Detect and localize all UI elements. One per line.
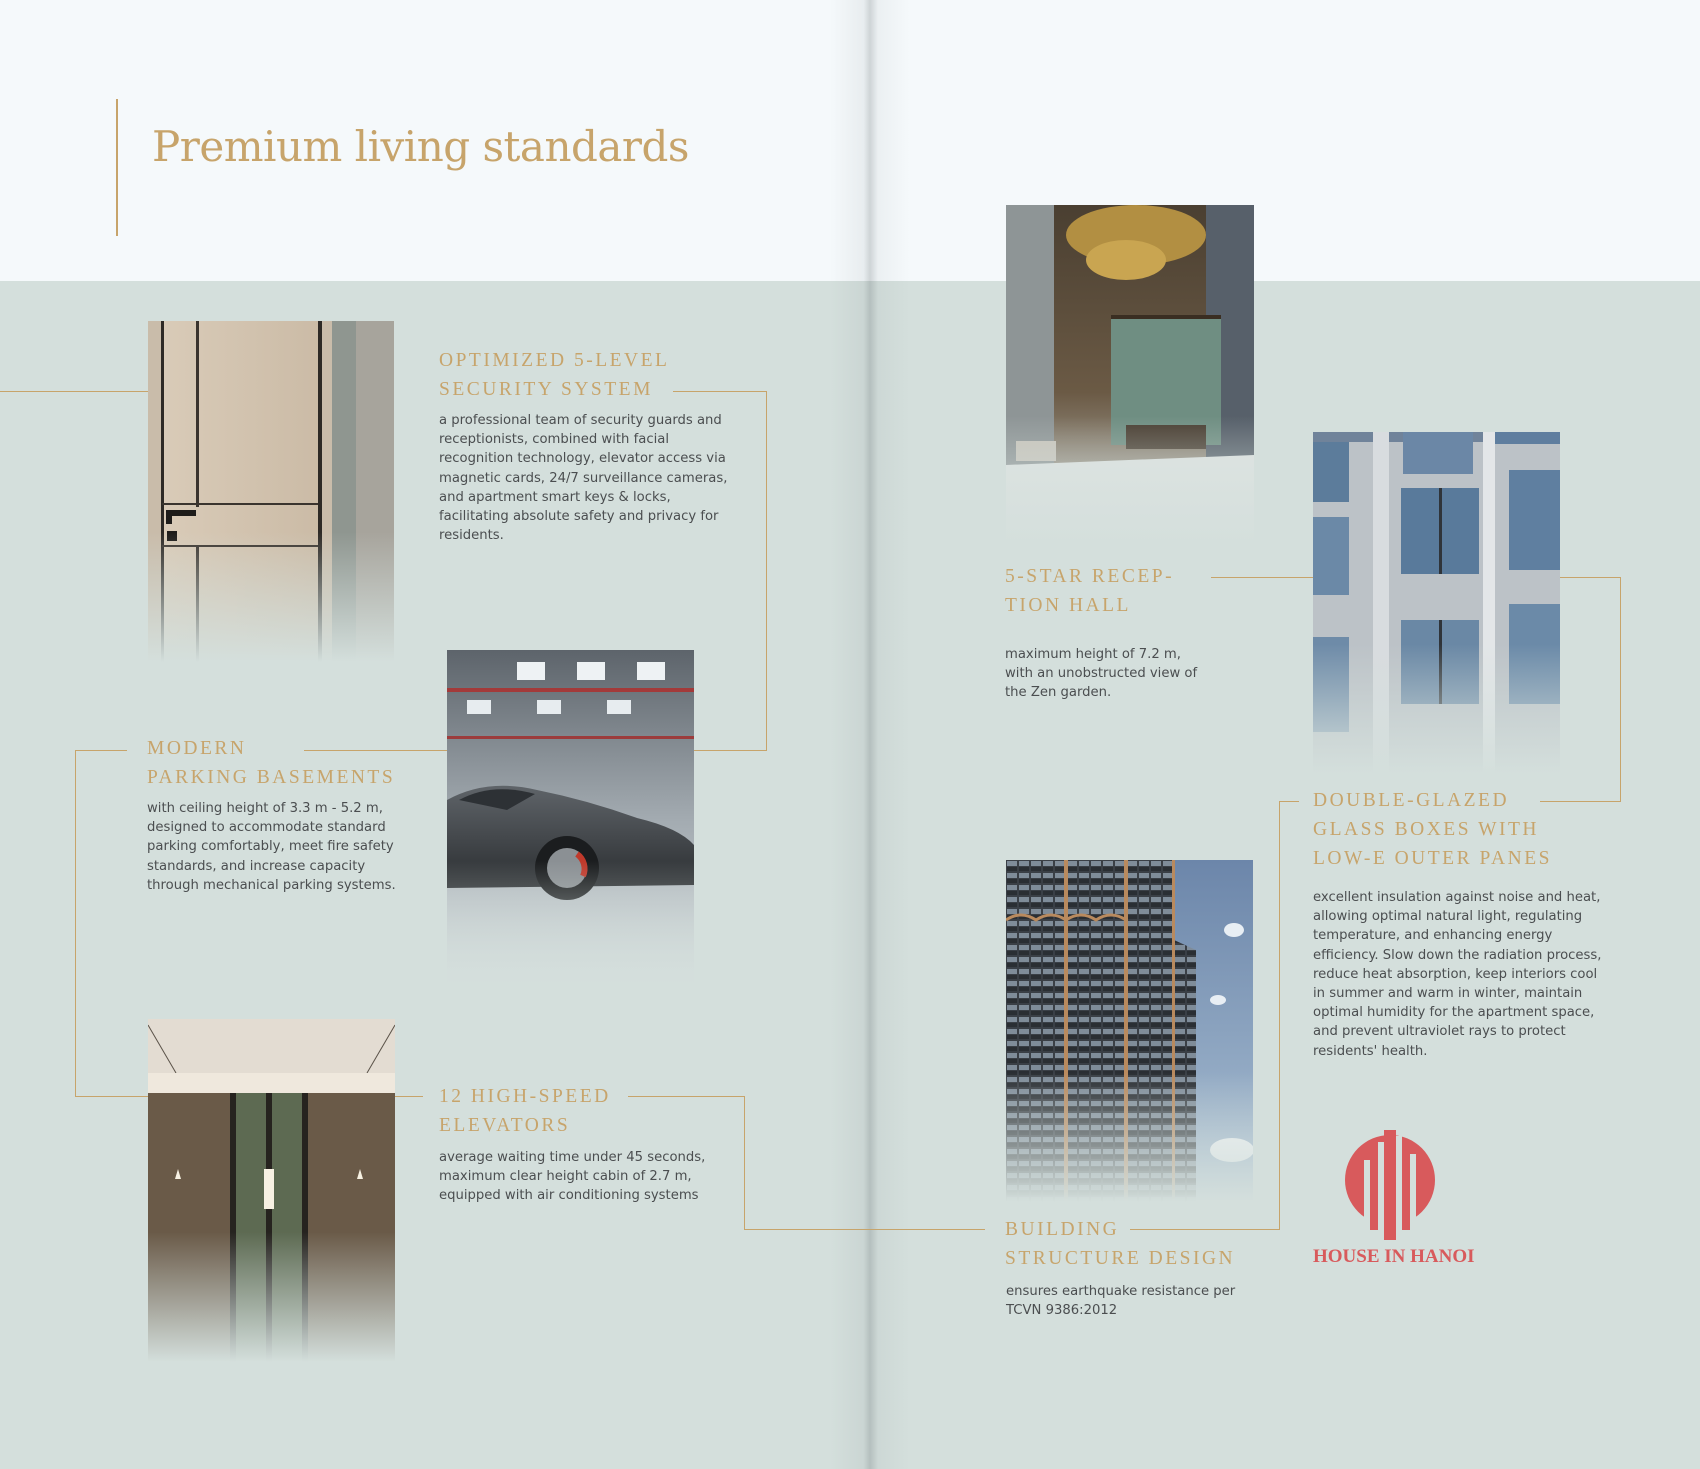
title-line: STRUCTURE DESIGN [1005,1248,1236,1269]
connector-line [744,1096,745,1230]
connector-line [694,750,767,751]
reception-photo [1006,205,1254,546]
glass-description: excellent insulation against noise and heat, allowing optimal natural light, regulating temperature, and enhancing energy efficiency. Slow down the radiation process, reduce heat absorption, keep interiors cool in summer and warm in winter, maintain optimal humidity for the apartment space, and prevent ultraviolet rays to protect residents' health. [1313,890,1602,1059]
parking-title [147,734,395,792]
logo-icon [1340,1130,1440,1240]
connector-line [1211,577,1314,578]
connector-line [75,1096,148,1097]
connector-line [1560,577,1621,578]
title-line: OPTIMIZED 5-LEVEL [439,350,670,371]
glass-title [1313,786,1552,873]
connector-line [628,1096,745,1097]
connector-line [1279,801,1280,1230]
title-line: ELEVATORS [439,1115,571,1136]
connector-line [0,391,148,392]
logo-text: HOUSE IN HANOI [1313,1246,1475,1267]
security-description: a professional team of security guards and receptionists, combined with facial recognition technology, elevator access via magnetic cards, 24/7 surveillance cameras, and apartment smart keys & locks, facilitating absolute safety and privacy for residents. [439,413,728,544]
reception-description: maximum height of 7.2 m, with an unobstructed view of the Zen garden. [1005,647,1198,701]
title-line: LOW-E OUTER PANES [1313,848,1552,869]
elevators-title [439,1082,611,1140]
page-spine-shadow [830,0,910,1469]
title-line: SECURITY SYSTEM [439,379,653,400]
connector-line [1540,801,1621,802]
connector-line [1620,577,1621,802]
title-line: GLASS BOXES WITH [1313,819,1539,840]
parking-description: with ceiling height of 3.3 m - 5.2 m, designed to accommodate standard parking comfortably, meet fire safety standards, and increase capacity through mechanical parking systems. [147,801,396,893]
title-line: MODERN [147,738,247,759]
door-photo [148,321,394,662]
elevator-photo [148,1019,395,1362]
parking-photo [447,650,694,990]
connector-line [744,1229,985,1230]
title-line: DOUBLE-GLAZED [1313,790,1510,811]
security-title [439,346,669,404]
connector-line [673,391,767,392]
connector-line [75,750,127,751]
structure-title [1005,1215,1235,1273]
structure-description: ensures earthquake resistance per TCVN 9386:2012 [1006,1284,1236,1319]
house-in-hanoi-logo [1310,1130,1475,1270]
title-line: BUILDING [1005,1219,1120,1240]
connector-line [766,391,767,751]
building-photo [1006,860,1253,1202]
connector-line [1279,801,1299,802]
glass-windows-photo [1313,432,1560,774]
title-line: PARKING BASEMENTS [147,767,396,788]
title-line: 12 HIGH-SPEED [439,1086,611,1107]
page-title: Premium living standards [152,122,689,171]
elevators-description: average waiting time under 45 seconds, maximum clear height cabin of 2.7 m, equipped with air conditioning systems [439,1150,706,1204]
title-line: 5-STAR RECEP- [1005,566,1175,587]
title-accent-bar [116,99,118,236]
title-line: TION HALL [1005,595,1131,616]
connector-line [395,1096,423,1097]
reception-title [1005,562,1174,620]
connector-line [75,750,76,1097]
